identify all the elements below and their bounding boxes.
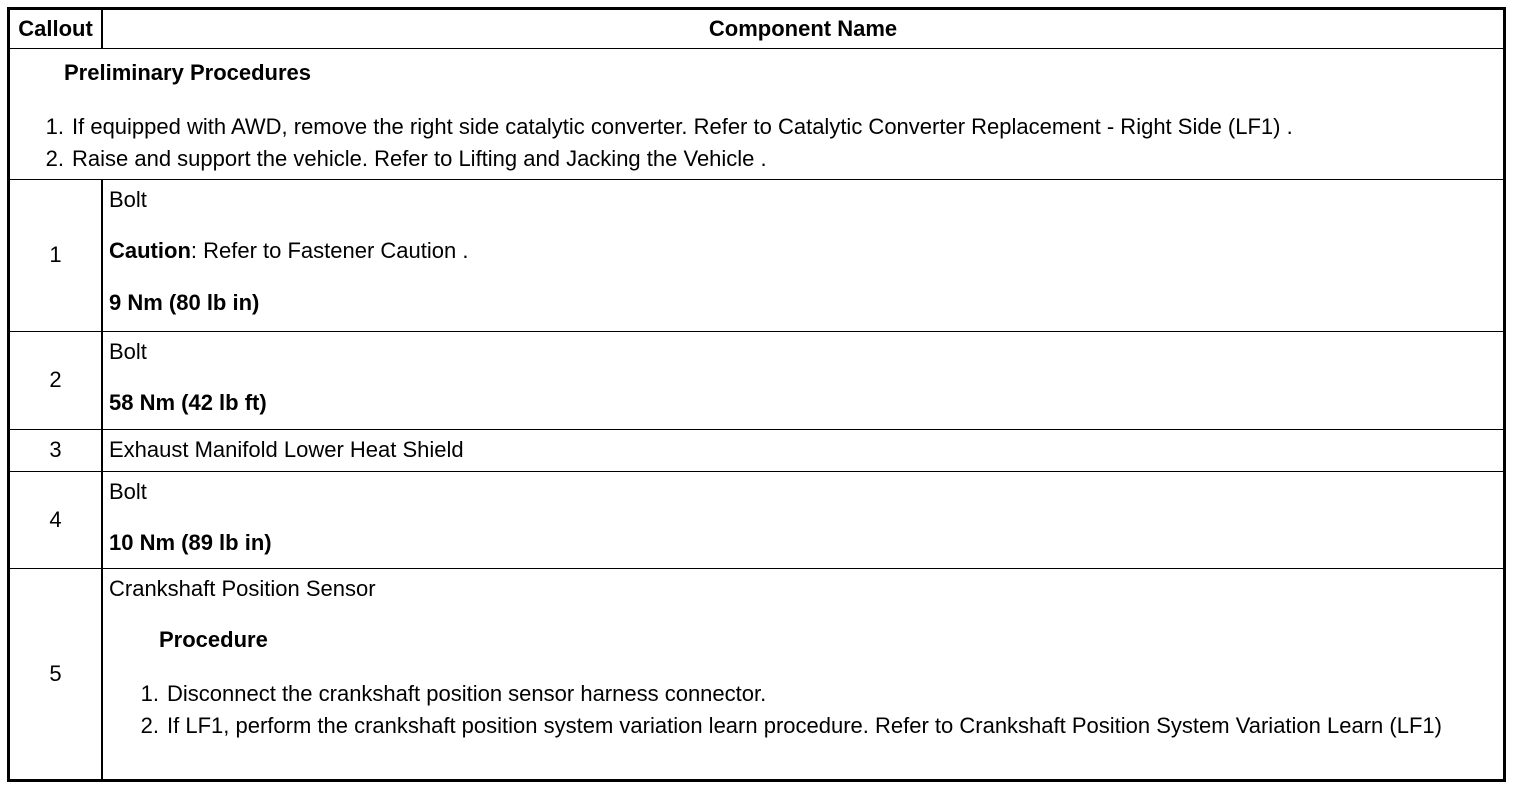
torque-spec: 10 Nm (89 lb in) — [109, 530, 272, 555]
caution-text: : Refer to Fastener Caution . — [190, 238, 469, 263]
caution-label: Caution — [109, 238, 191, 263]
list-item — [109, 680, 1503, 708]
caution-note — [109, 237, 1503, 265]
table-row — [10, 179, 1503, 331]
callout-number: 4 — [10, 471, 102, 568]
callout-column-header: Callout — [10, 10, 102, 49]
list-item — [10, 145, 1503, 173]
list-item — [10, 113, 1503, 141]
callout-number: 5 — [10, 568, 102, 779]
component-name: Bolt — [109, 478, 147, 504]
torque-spec: 58 Nm (42 lb ft) — [109, 390, 267, 415]
step-number: 1. — [140, 680, 159, 706]
procedure-steps — [109, 680, 1503, 740]
component-table — [10, 10, 1503, 779]
step-number: 1. — [45, 113, 64, 139]
component-cell — [102, 179, 1503, 331]
step-text: Disconnect the crankshaft position sensor harness connector. — [167, 680, 767, 706]
preliminary-title: Preliminary Procedures — [64, 60, 312, 85]
component-name: Bolt — [109, 186, 147, 212]
procedure-title: Procedure — [159, 627, 268, 652]
torque-spec: 9 Nm (80 lb in) — [109, 289, 260, 315]
preliminary-cell — [10, 49, 1503, 180]
step-text: If LF1, perform the crankshaft position system variation learn procedure. Refer to Crankshaft Position System Variation Learn (LF1) — [167, 713, 1442, 738]
callout-number: 2 — [10, 331, 102, 429]
component-name-column-header: Component Name — [102, 10, 1503, 49]
table-row — [10, 429, 1503, 471]
component-table-frame — [7, 7, 1506, 782]
component-cell — [102, 429, 1503, 471]
list-item — [109, 712, 1503, 740]
step-text: If equipped with AWD, remove the right side catalytic converter. Refer to Catalytic Converter Replacement - Right Side (LF1) . — [72, 113, 1293, 139]
callout-number: 3 — [10, 429, 102, 471]
preliminary-row — [10, 49, 1503, 180]
component-cell — [102, 471, 1503, 568]
component-name: Bolt — [109, 338, 147, 364]
component-name: Crankshaft Position Sensor — [109, 575, 376, 601]
preliminary-steps — [10, 113, 1503, 173]
component-cell — [102, 331, 1503, 429]
step-number: 2. — [45, 146, 64, 171]
table-row — [10, 331, 1503, 429]
step-text: Raise and support the vehicle. Refer to Lifting and Jacking the Vehicle . — [72, 146, 767, 171]
component-name: Exhaust Manifold Lower Heat Shield — [109, 437, 464, 463]
table-row — [10, 568, 1503, 779]
table-header-row — [10, 10, 1503, 49]
callout-number: 1 — [10, 179, 102, 331]
table-row — [10, 471, 1503, 568]
component-cell — [102, 568, 1503, 779]
step-number: 2. — [140, 713, 159, 738]
